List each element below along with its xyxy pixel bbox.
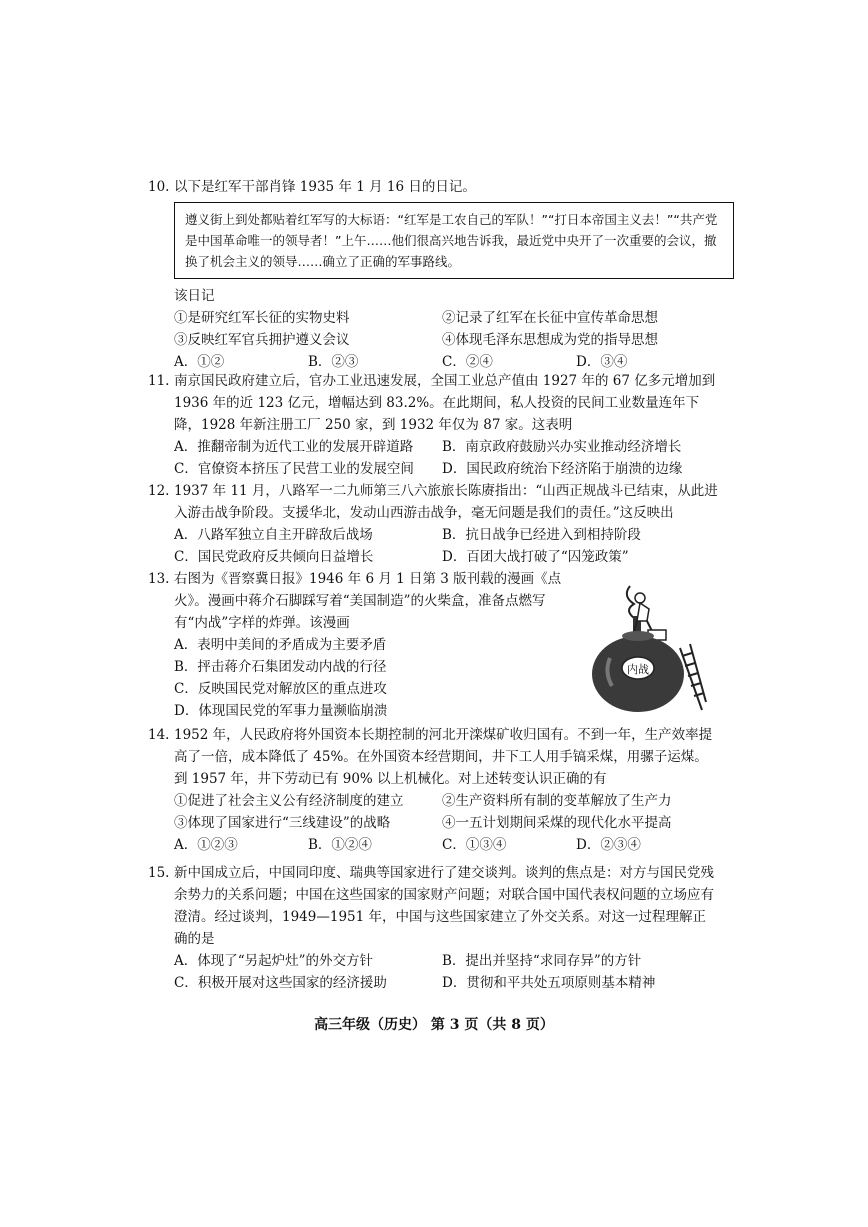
statement-3: ③体现了国家进行“三线建设”的战略	[174, 815, 391, 831]
question-lead: 该日记	[174, 288, 215, 304]
option-c: C．反映国民党对解放区的重点进攻	[174, 681, 387, 697]
option-d: D．百团大战打破了“囚笼政策”	[442, 549, 629, 565]
page-footer: 高三年级（历史） 第 3 页（共 8 页）	[314, 1017, 554, 1033]
option-c: C．积极开展对这些国家的经济援助	[174, 975, 387, 991]
question-stem: 右图为《晋察冀日报》1946 年 6 月 1 日第 3 版刊载的漫画《点火》。漫画中蒋介石脚踩写着“美国制造”的火柴盒，准备点燃写有“内战”字样的炸弹。该漫画	[174, 571, 562, 631]
option-d: D．贯彻和平共处五项原则基本精神	[442, 975, 656, 991]
question-11	[148, 370, 718, 480]
option-b: B．①②④	[308, 837, 372, 853]
option-row	[174, 634, 578, 656]
option-row	[174, 834, 718, 856]
option-c: C．①③④	[442, 837, 507, 853]
statement-4: ④体现毛泽东思想成为党的指导思想	[442, 332, 658, 348]
option-row	[174, 436, 718, 458]
option-d: D．③④	[576, 354, 628, 370]
option-row	[174, 524, 718, 546]
cartoon-drawing	[590, 578, 708, 714]
question-10	[148, 176, 718, 373]
option-b: B．抨击蒋介石集团发动内战的行径	[174, 659, 387, 675]
question-number: 14.	[148, 727, 170, 743]
option-c: C．国民党政府反共倾向日益增长	[174, 549, 374, 565]
question-number: 10.	[148, 179, 170, 195]
question-15	[148, 862, 718, 994]
option-a: A．①②③	[174, 837, 238, 853]
statement-3: ③反映红军官兵拥护遵义会议	[174, 332, 350, 348]
option-row	[174, 678, 578, 700]
statement-row	[174, 307, 718, 329]
question-14	[148, 724, 718, 856]
question-number: 15.	[148, 865, 170, 881]
diary-quote-box: 遵义街上到处都贴着红军写的大标语：“红军是工农自己的军队！”“打日本帝国主义去！”“共产党是中国革命唯一的领导者！”上午……他们很高兴地告诉我，最近党中央开了一次重要的会议，撤换了机会主义的领导……确立了正确的军事路线。	[174, 202, 734, 279]
option-b: B．提出并坚持“求同存异”的方针	[442, 953, 642, 969]
question-stem: 1952 年，人民政府将外国资本长期控制的河北开滦煤矿收归国有。不到一年，生产效率提高了一倍，成本降低了 45%。在外国资本经营期间，井下工人用手镐采煤，用骡子运煤。到 1957 年，井下劳动已有 90% 以上机械化。对上述转变认识正确的有	[174, 727, 713, 787]
option-b: B．②③	[308, 354, 359, 370]
option-b: B．南京政府鼓励兴办实业推动经济增长	[442, 439, 682, 455]
option-a: A．体现了“另起炉灶”的外交方针	[174, 953, 374, 969]
statement-1: ①促进了社会主义公有经济制度的建立	[174, 793, 404, 809]
option-row	[174, 546, 718, 568]
option-d: D．国民政府统治下经济陷于崩溃的边缘	[442, 461, 683, 477]
question-number: 13.	[148, 571, 170, 587]
statement-row	[174, 790, 718, 812]
option-d: D．②③④	[576, 837, 641, 853]
option-row	[174, 458, 718, 480]
question-stem: 新中国成立后，中国同印度、瑞典等国家进行了建交谈判。谈判的焦点是：对方与国民党残余势力的关系问题；中国在这些国家的国家财产问题；对联合国中国代表权问题的立场应有澄清。经过谈判，1949—1951 年，中国与这些国家建立了外交关系。对这一过程理解正确的是	[174, 865, 714, 947]
question-number: 11.	[148, 373, 170, 389]
question-stem: 1937 年 11 月，八路军一二九师第三八六旅旅长陈赓指出：“山西正规战斗已结束，从此进入游击战争阶段。支援华北，发动山西游击战争，毫无问题是我们的责任。”这反映出	[174, 483, 718, 521]
statement-row	[174, 812, 718, 834]
option-c: C．官僚资本挤压了民营工业的发展空间	[174, 461, 414, 477]
option-row	[174, 950, 718, 972]
option-a: A．表明中美间的矛盾成为主要矛盾	[174, 637, 387, 653]
statement-2: ②记录了红军在长征中宣传革命思想	[442, 310, 658, 326]
bomb-label: 内战	[627, 663, 649, 676]
question-stem: 以下是红军干部肖锋 1935 年 1 月 16 日的日记。	[174, 179, 476, 195]
option-b: B．抗日战争已经进入到相持阶段	[442, 527, 641, 543]
option-row	[174, 700, 578, 722]
question-number: 12.	[148, 483, 170, 499]
option-a: A．①②	[174, 354, 225, 370]
question-13	[148, 568, 578, 722]
option-c: C．②④	[442, 354, 493, 370]
option-a: A．推翻帝制为近代工业的发展开辟道路	[174, 439, 414, 455]
statement-4: ④一五计划期间采煤的现代化水平提高	[442, 815, 672, 831]
statement-row	[174, 329, 718, 351]
statement-2: ②生产资料所有制的变革解放了生产力	[442, 793, 672, 809]
option-row	[174, 656, 578, 678]
option-a: A．八路军独立自主开辟敌后战场	[174, 527, 373, 543]
statement-1: ①是研究红军长征的实物史料	[174, 310, 350, 326]
question-stem: 南京国民政府建立后，官办工业迅速发展，全国工业总产值由 1927 年的 67 亿多元增加到 1936 年的近 123 亿元，增幅达到 83.2%。在此期间，私人投资的民间工业数量连年下降，1928 年新注册工厂 250 家，到 1932 年仅为 87 家。这表明	[174, 373, 716, 433]
option-row	[174, 972, 718, 994]
option-d: D．体现国民党的军事力量濒临崩溃	[174, 703, 388, 719]
cartoon-ignition	[590, 578, 708, 714]
question-12	[148, 480, 718, 568]
